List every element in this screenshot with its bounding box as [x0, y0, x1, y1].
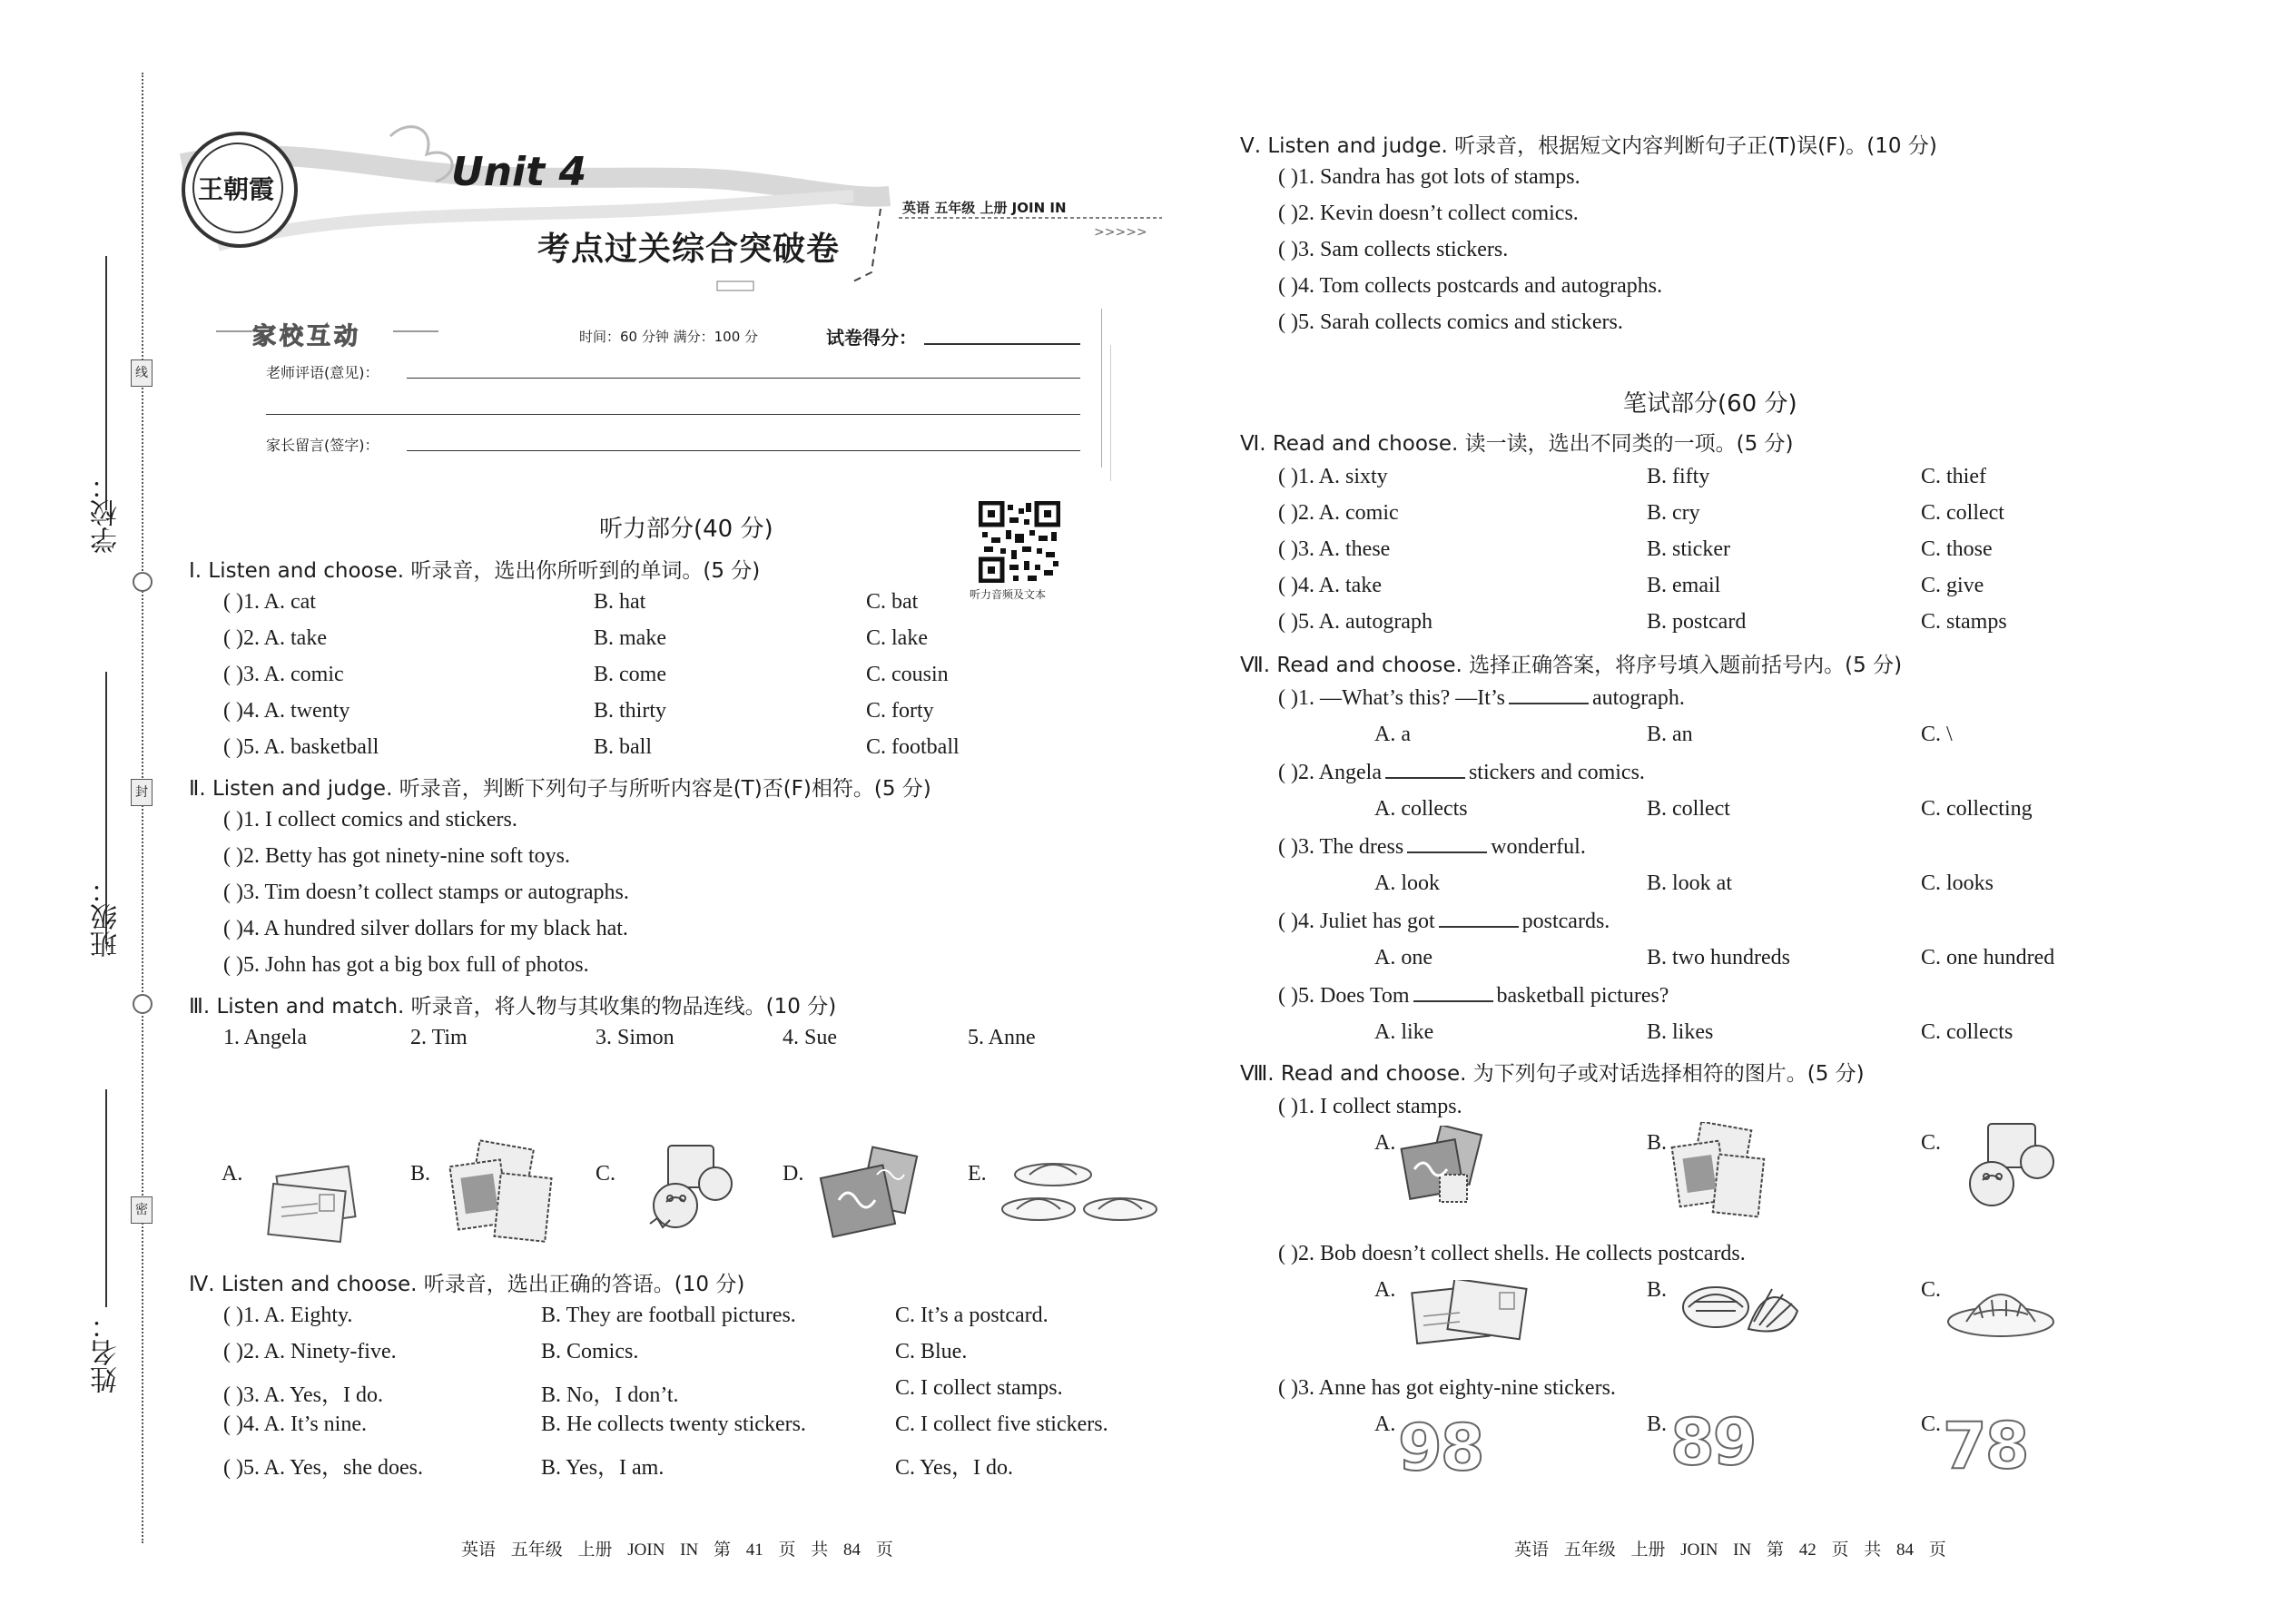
s5-q3[interactable]: ( )3. Sam collects stickers. [1278, 238, 1509, 261]
section-8-title: Ⅷ. Read and choose. 为下列句子或对话选择相符的图片。(5 分) [1240, 1062, 1865, 1086]
s7-q5[interactable]: ( )5. Does Tom basketball pictures? [1278, 984, 1669, 1008]
s7-q2[interactable]: ( )2. Angela stickers and comics. [1278, 761, 1645, 784]
seal-secret-chip: 密 [131, 1196, 153, 1224]
s7-q3-c: C. looks [1921, 871, 1994, 895]
s7-q4-a: A. one [1374, 946, 1433, 969]
s4-q3-c: C. I collect stamps. [895, 1376, 1063, 1400]
stamps-picture-icon[interactable] [1670, 1122, 1770, 1222]
s8-q3-b: B. [1647, 1412, 1668, 1436]
school-label: 学校： [91, 472, 123, 554]
s1-q5-b: B. ball [594, 735, 652, 759]
teacher-comment-line[interactable] [407, 378, 1080, 379]
s3-letter-e: E. [968, 1162, 987, 1186]
autographs-picture-icon[interactable] [1398, 1126, 1498, 1216]
brand-logo-text: 王朝霞 [198, 174, 275, 204]
stickers-picture-icon[interactable] [1952, 1120, 2061, 1220]
svg-text:>>>>>: >>>>> [1094, 225, 1147, 240]
written-heading: 笔试部分(60 分) [1623, 390, 1797, 418]
s7-q2-a: A. collects [1374, 797, 1468, 821]
teacher-comment-line-2[interactable] [266, 414, 1080, 415]
section-2-title: Ⅱ. Listen and judge. 听录音，判断下列句子与所听内容是(T)否(F)相符。(5 分) [189, 777, 931, 801]
s2-q4[interactable]: ( )4. A hundred silver dollars for my black hat. [223, 917, 628, 940]
s6-q2-b: B. cry [1647, 501, 1700, 525]
s5-q1[interactable]: ( )1. Sandra has got lots of stamps. [1278, 165, 1580, 189]
s1-q2[interactable]: ( )2. A. take [223, 626, 327, 650]
s7-q2-blank[interactable] [1385, 761, 1465, 779]
s7-q5-a: A. like [1374, 1020, 1434, 1044]
s8-q3-a: A. [1374, 1412, 1396, 1436]
stamps-picture-icon[interactable] [447, 1139, 556, 1248]
name-blank-line [105, 1089, 107, 1307]
s3-person-1[interactable]: 1. Angela [223, 1026, 307, 1049]
s3-person-2[interactable]: 2. Tim [410, 1026, 468, 1049]
section-6-title: Ⅵ. Read and choose. 读一读，选出不同类的一项。(5 分) [1240, 432, 1794, 456]
hat-picture-icon[interactable] [1943, 1275, 2061, 1347]
s4-q4-c: C. I collect five stickers. [895, 1412, 1108, 1436]
s2-q3[interactable]: ( )3. Tim doesn’t collect stamps or autographs. [223, 881, 629, 904]
s6-q1-c: C. thief [1921, 465, 1986, 488]
class-label: 班级： [91, 876, 123, 958]
s1-q3[interactable]: ( )3. A. comic [223, 663, 344, 686]
parent-message-line[interactable] [407, 450, 1080, 451]
s4-q2[interactable]: ( )2. A. Ninety-five. [223, 1340, 397, 1363]
s1-q1-c: C. bat [866, 590, 919, 614]
seal-line-chip: 线 [131, 359, 153, 387]
s7-q1[interactable]: ( )1. —What’s this? —It’s autograph. [1278, 686, 1685, 710]
s6-q3[interactable]: ( )3. A. these [1278, 537, 1391, 561]
s3-person-3[interactable]: 3. Simon [596, 1026, 674, 1049]
s8-number-b[interactable]: 89 [1670, 1405, 1756, 1480]
autographs-picture-icon[interactable] [817, 1146, 926, 1245]
s5-q2[interactable]: ( )2. Kevin doesn’t collect comics. [1278, 202, 1579, 225]
stickers-picture-icon[interactable] [635, 1142, 744, 1242]
s8-q1-c: C. [1921, 1131, 1942, 1155]
s7-q3[interactable]: ( )3. The dress wonderful. [1278, 835, 1586, 859]
binding-margin [0, 0, 154, 1624]
score-label: 试卷得分： [826, 327, 917, 349]
hats-picture-icon[interactable] [999, 1155, 1162, 1227]
s7-q1-a: A. a [1374, 723, 1411, 746]
s7-q4[interactable]: ( )4. Juliet has got postcards. [1278, 910, 1610, 933]
s7-q5-b: B. likes [1647, 1020, 1714, 1044]
s7-q3-blank[interactable] [1407, 835, 1487, 853]
s2-q2[interactable]: ( )2. Betty has got ninety-nine soft toys. [223, 844, 570, 868]
s3-person-5[interactable]: 5. Anne [968, 1026, 1036, 1049]
home-school-box [216, 309, 1124, 463]
s4-q5-c: C. Yes，I do. [895, 1456, 1014, 1480]
s6-q1-b: B. fifty [1647, 465, 1710, 488]
qr-caption: 听力音频及文本 [970, 588, 1047, 601]
parent-message-label: 家长留言(签字)： [266, 437, 379, 454]
s8-q1[interactable]: ( )1. I collect stamps. [1278, 1095, 1462, 1118]
s8-q3-c: C. [1921, 1412, 1942, 1436]
s1-q4[interactable]: ( )4. A. twenty [223, 699, 350, 723]
s4-q1[interactable]: ( )1. A. Eighty. [223, 1304, 353, 1327]
postcards-picture-icon[interactable] [1405, 1280, 1532, 1353]
s4-q5-b: B. Yes，I am. [541, 1456, 665, 1480]
s6-q3-b: B. sticker [1647, 537, 1730, 561]
name-label: 姓名： [91, 1312, 123, 1393]
shells-picture-icon[interactable] [1676, 1275, 1803, 1347]
s6-q4[interactable]: ( )4. A. take [1278, 574, 1382, 597]
s6-q5-c: C. stamps [1921, 610, 2007, 634]
s7-q4-c: C. one hundred [1921, 946, 2055, 969]
brand-logo-icon [182, 132, 298, 248]
s6-q4-b: B. email [1647, 574, 1721, 597]
teacher-comment-label: 老师评语(意见)： [266, 364, 379, 381]
s1-q4-c: C. forty [866, 699, 934, 723]
seal-seal-chip: 封 [131, 779, 153, 806]
s3-letter-a: A. [222, 1162, 243, 1186]
s6-q2-c: C. collect [1921, 501, 2004, 525]
s7-q3-a: A. look [1374, 871, 1440, 895]
binding-dotted-line [142, 73, 143, 1543]
section-3-title: Ⅲ. Listen and match. 听录音，将人物与其收集的物品连线。(10 分) [189, 995, 837, 1019]
s8-number-a[interactable]: 98 [1398, 1411, 1483, 1485]
s1-q2-b: B. make [594, 626, 666, 650]
s7-q5-blank[interactable] [1413, 984, 1493, 1002]
s4-q4-b: B. He collects twenty stickers. [541, 1412, 806, 1436]
s8-q2-c: C. [1921, 1278, 1942, 1302]
section-1-title: Ⅰ. Listen and choose. 听录音，选出你所听到的单词。(5 分) [189, 559, 761, 583]
s4-q3[interactable]: ( )3. A. Yes，I do. [223, 1383, 384, 1407]
s1-q1[interactable]: ( )1. A. cat [223, 590, 316, 614]
s6-q2[interactable]: ( )2. A. comic [1278, 501, 1399, 525]
s8-number-c[interactable]: 78 [1943, 1409, 2028, 1483]
s4-q1-c: C. It’s a postcard. [895, 1304, 1049, 1327]
s7-q1-c: C. \ [1921, 723, 1953, 746]
s8-q3[interactable]: ( )3. Anne has got eighty-nine stickers. [1278, 1376, 1616, 1400]
s4-q5[interactable]: ( )5. A. Yes，she does. [223, 1456, 424, 1480]
s8-q2-b: B. [1647, 1278, 1668, 1302]
listening-heading: 听力部分(40 分) [599, 516, 773, 543]
unit-title: Unit 4 [451, 149, 587, 195]
s7-q1-b: B. an [1647, 723, 1693, 746]
time-info: 时间：60 分钟 满分：100 分 [579, 329, 759, 345]
footer-right: 英语 五年级 上册 JOIN IN 第 42 页 共 84 页 [1514, 1540, 1946, 1560]
s1-q3-b: B. come [594, 663, 666, 686]
s1-q2-c: C. lake [866, 626, 928, 650]
qr-code-icon[interactable] [979, 501, 1060, 583]
binding-hole-icon [133, 994, 153, 1014]
s4-q2-b: B. Comics. [541, 1340, 639, 1363]
s1-q4-b: B. thirty [594, 699, 667, 723]
score-blank[interactable] [924, 343, 1080, 345]
s7-q2-c: C. collecting [1921, 797, 2033, 821]
s6-q1[interactable]: ( )1. A. sixty [1278, 465, 1388, 488]
s6-q3-c: C. those [1921, 537, 1993, 561]
s5-q4[interactable]: ( )4. Tom collects postcards and autographs. [1278, 274, 1663, 298]
s6-q5-b: B. postcard [1647, 610, 1747, 634]
s4-q4[interactable]: ( )4. A. It’s nine. [223, 1412, 367, 1436]
s2-q1[interactable]: ( )1. I collect comics and stickers. [223, 808, 517, 832]
postcards-picture-icon[interactable] [263, 1153, 372, 1244]
book-tag: 英语 五年级 上册 JOIN IN [902, 200, 1067, 216]
s7-q4-blank[interactable] [1439, 910, 1519, 928]
s4-q2-c: C. Blue. [895, 1340, 968, 1363]
s8-q1-b: B. [1647, 1131, 1668, 1155]
exam-subtitle: 考点过关综合突破卷 [537, 230, 841, 268]
s3-person-4[interactable]: 4. Sue [783, 1026, 837, 1049]
s7-q5-c: C. collects [1921, 1020, 2013, 1044]
binding-hole-icon [133, 572, 153, 592]
s7-q4-b: B. two hundreds [1647, 946, 1790, 969]
s3-letter-b: B. [410, 1162, 431, 1186]
s7-q1-blank[interactable] [1509, 686, 1589, 704]
section-5-title: Ⅴ. Listen and judge. 听录音，根据短文内容判断句子正(T)误(F)。(10 分) [1240, 134, 1937, 158]
s5-q5[interactable]: ( )5. Sarah collects comics and stickers. [1278, 310, 1623, 334]
home-school-label: 家校互动 [252, 323, 362, 350]
s8-q1-a: A. [1374, 1131, 1396, 1155]
s1-q3-c: C. cousin [866, 663, 949, 686]
s3-letter-c: C. [596, 1162, 616, 1186]
s7-q2-b: B. collect [1647, 797, 1730, 821]
s1-q5-c: C. football [866, 735, 960, 759]
footer-left: 英语 五年级 上册 JOIN IN 第 41 页 共 84 页 [461, 1540, 893, 1560]
s4-q3-b: B. No，I don’t. [541, 1383, 679, 1407]
s6-q5[interactable]: ( )5. A. autograph [1278, 610, 1433, 634]
s7-q3-b: B. look at [1647, 871, 1732, 895]
section-7-title: Ⅶ. Read and choose. 选择正确答案，将序号填入题前括号内。(5 分) [1240, 654, 1903, 677]
s1-q1-b: B. hat [594, 590, 646, 614]
s3-letter-d: D. [783, 1162, 804, 1186]
s1-q5[interactable]: ( )5. A. basketball [223, 735, 379, 759]
section-4-title: Ⅳ. Listen and choose. 听录音，选出正确的答语。(10 分) [189, 1273, 745, 1296]
s2-q5[interactable]: ( )5. John has got a big box full of photos. [223, 953, 589, 977]
s8-q2[interactable]: ( )2. Bob doesn’t collect shells. He collects postcards. [1278, 1242, 1746, 1265]
s8-q2-a: A. [1374, 1278, 1396, 1302]
s6-q4-c: C. give [1921, 574, 1984, 597]
s4-q1-b: B. They are football pictures. [541, 1304, 796, 1327]
